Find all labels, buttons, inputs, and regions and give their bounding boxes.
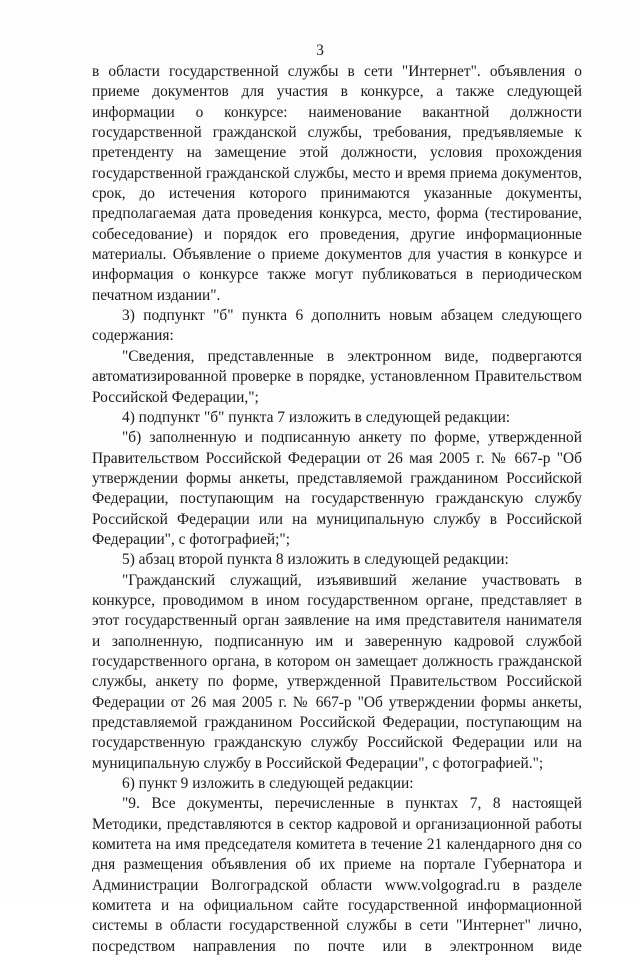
paragraph: в области государственной службы в сети "Интернет". объявления о приеме документов для участия в конкурсе, а также следующей информации о конкурсе: наименование вакантной должности государственной гражданской службы, требования, предъявляемые к претенденту на замещение этой должности, условия прохождения государственной гражданской службы, место и время приема документов, срок, до истечения которого принимаются указанные документы, предполагаемая дата проведения конкурса, место, форма (тестирование, собеседование) и порядок его проведения, другие информационные материалы. Объявление о приеме документов для участия в конкурсе и информация о конкурсе также могут публиковаться в периодическом печатном издании".	[92, 63, 582, 304]
paragraph: 6) пункт 9 изложить в следующей редакции:	[122, 775, 414, 793]
paragraph: "9. Все документы, перечисленные в пунктах 7, 8 настоящей Методики, представляются в сектор кадровой и организационной работы комитета на имя председателя комитета в течение 21 календарного дня со дня размещения объявления об их приеме на портале Губернатора и Администрации Волгоградской области www.volgograd.ru в разделе комитета и на официальном сайте государственной информационной системы в области государственной службы в сети "Интернет" лично, посредством направления по почте или в электронном виде	[92, 795, 582, 955]
paragraph: 5) абзац второй пункта 8 изложить в следующей редакции:	[122, 551, 509, 569]
paragraph: "Сведения, представленные в электронном виде, подвергаются автоматизированной проверке в порядке, установленном Правительством Российской Федерации,";	[92, 347, 582, 406]
document-body	[92, 62, 582, 957]
page-number: 3	[316, 42, 324, 59]
paragraph: 4) подпункт "б" пункта 7 изложить в следующей редакции:	[122, 408, 511, 426]
paragraph: "Гражданский служащий, изъявивший желание участвовать в конкурсе, проводимом в ином государственном органе, представляет в этот государственный орган заявление на имя представителя нанимателя и заполненную, подписанную им и заверенную кадровой службой государственного органа, в котором он замещает должность гражданской службы, анкету по форме, утвержденной Правительством Российской Федерации от 26 мая 2005 г. № 667-р "Об утверждении формы анкеты, представляемой гражданином Российской Федерации, поступающим на государственную гражданскую службу Российской Федерации или на муниципальную службу в Российской Федерации", с фотографией.";	[92, 571, 582, 772]
paragraph: 3) подпункт "б" пункта 6 дополнить новым абзацем следующего содержания:	[92, 307, 582, 345]
paragraph: "б) заполненную и подписанную анкету по форме, утвержденной Правительством Российской Федерации от 26 мая 2005 г. № 667-р "Об утверждении формы анкеты, представляемой гражданином Российской Федерации, поступающим на государственную гражданскую службу Российской Федерации или на муниципальную службу в Российской Федерации", с фотографией;";	[92, 429, 582, 548]
